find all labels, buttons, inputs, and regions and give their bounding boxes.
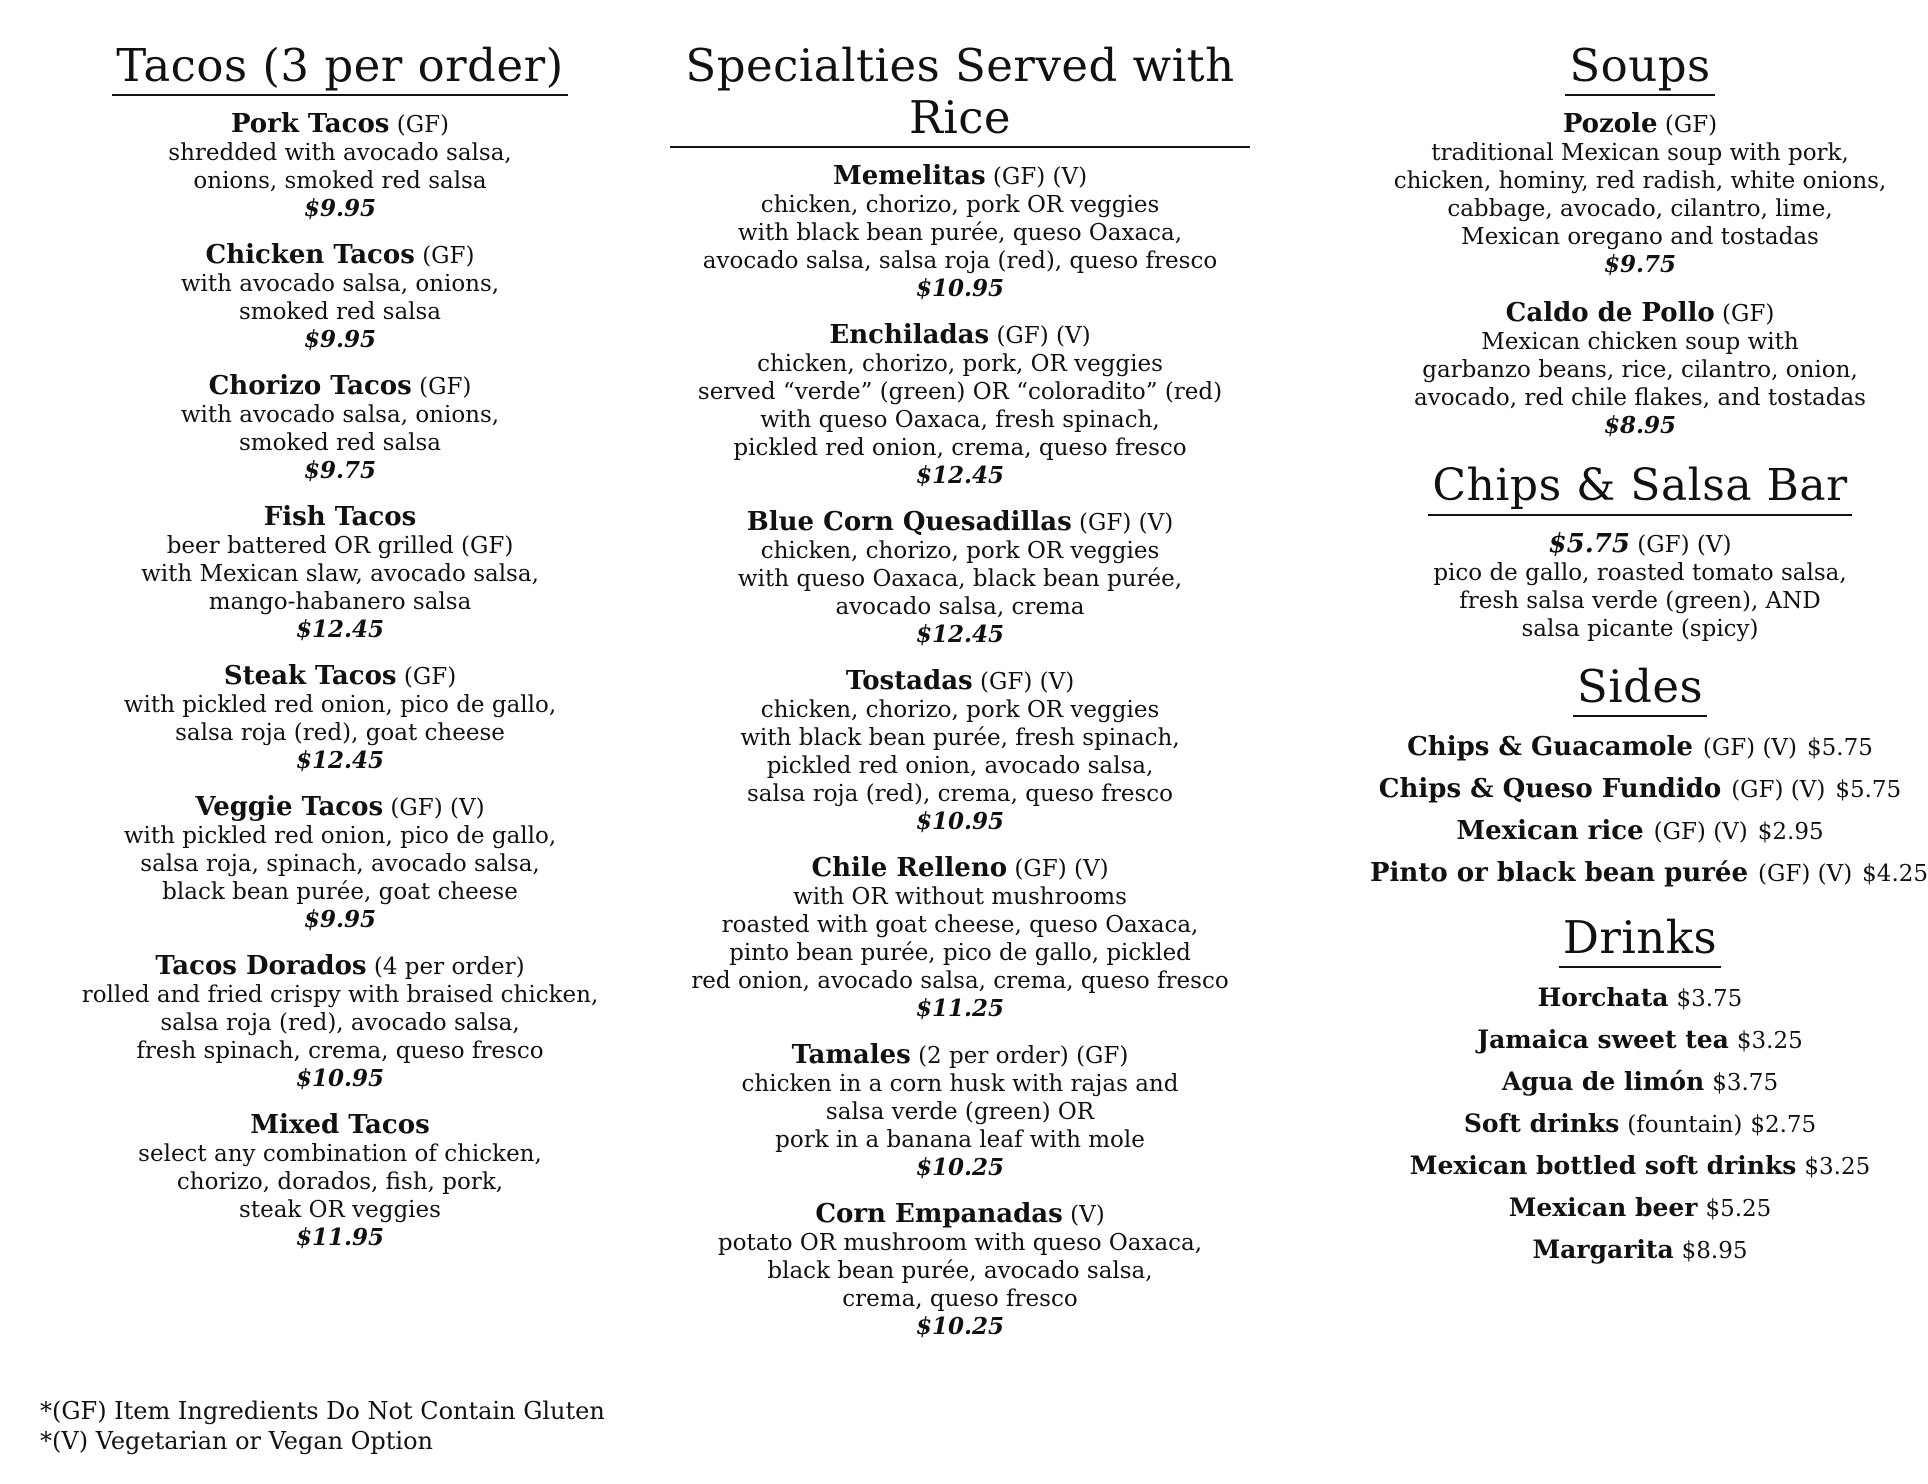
drink-price: $3.25 (1736, 1028, 1803, 1054)
item-desc-line: with OR without mushrooms (793, 884, 1127, 910)
item-desc-line: cabbage, avocado, cilantro, lime, (1447, 196, 1833, 222)
item-price: $9.75 (1603, 251, 1677, 278)
side-item (1370, 731, 1910, 764)
menu-item (40, 503, 640, 644)
menu-item (40, 241, 640, 354)
chips-salsa-bar-tags: (GF) (V) (1637, 532, 1732, 558)
drink-name: Margarita (1532, 1235, 1674, 1264)
menu-item (40, 793, 640, 934)
item-tags: (GF) (V) (390, 795, 485, 821)
footnotes (40, 1396, 605, 1456)
item-tags: (V) (1070, 1202, 1105, 1228)
drink-price: $3.25 (1804, 1154, 1871, 1180)
item-tags: (GF) (396, 112, 450, 138)
item-name: Tacos Dorados (155, 951, 367, 981)
item-desc-line: roasted with goat cheese, queso Oaxaca, (721, 912, 1199, 938)
item-price: $12.45 (295, 616, 385, 643)
tacos-list (40, 110, 640, 1252)
drink-price: $2.75 (1750, 1112, 1817, 1138)
item-name: Chicken Tacos (205, 240, 415, 270)
chips-salsa-bar-item (1370, 530, 1910, 643)
tacos-section (40, 40, 640, 1270)
item-desc-line: potato OR mushroom with queso Oaxaca, (717, 1230, 1203, 1256)
drinks-heading: Drinks (1559, 912, 1721, 968)
item-desc-line: avocado, red chile flakes, and tostadas (1414, 385, 1866, 411)
soups-list (1370, 110, 1910, 440)
item-name: Chile Relleno (811, 853, 1008, 883)
menu-item (1370, 299, 1910, 440)
drink-price: $3.75 (1712, 1070, 1779, 1096)
side-tags: (GF) (V) (1653, 819, 1748, 845)
item-tags: (GF) (419, 374, 472, 400)
item-desc-line: smoked red salsa (238, 299, 442, 325)
drink-price: $5.25 (1705, 1196, 1772, 1222)
item-desc-line: chicken, chorizo, pork OR veggies (760, 538, 1160, 564)
item-name: Pork Tacos (230, 109, 390, 139)
item-price: $9.75 (303, 457, 377, 484)
drink-price: $3.75 (1676, 986, 1743, 1012)
right-column (1370, 39, 1928, 1276)
item-desc-line: shredded with avocado salsa, (168, 140, 512, 166)
item-name: Caldo de Pollo (1505, 298, 1715, 328)
side-tags: (GF) (V) (1702, 735, 1798, 761)
item-desc-line: pickled red onion, crema, queso fresco (733, 435, 1187, 461)
item-desc-line: salsa roja (red), crema, queso fresco (747, 781, 1173, 807)
item-name: Chorizo Tacos (208, 371, 412, 401)
item-desc-line: pinto bean purée, pico de gallo, pickled (729, 940, 1191, 966)
menu-item (40, 662, 640, 775)
sides-section (1370, 660, 1928, 890)
drink-item (1370, 982, 1910, 1015)
item-desc-line: pickled red onion, avocado salsa, (766, 753, 1154, 779)
item-tags: (GF) (V) (992, 164, 1088, 190)
drink-item (1370, 1150, 1910, 1183)
item-desc-line: chicken, chorizo, pork OR veggies (760, 192, 1160, 218)
drink-name: Soft drinks (1463, 1109, 1620, 1138)
item-desc-line: with black bean purée, fresh spinach, (740, 725, 1180, 751)
item-desc-line: with black bean purée, queso Oaxaca, (737, 220, 1183, 246)
item-desc-line: chicken in a corn husk with rajas and (741, 1071, 1179, 1097)
item-desc-line: traditional Mexican soup with pork, (1431, 140, 1849, 166)
item-price: $11.95 (295, 1224, 385, 1251)
side-tags: (GF) (V) (1758, 861, 1853, 887)
item-desc-line: steak OR veggies (239, 1197, 441, 1223)
item-price: $9.95 (303, 906, 377, 933)
item-desc-line: salsa roja (red), avocado salsa, (160, 1010, 520, 1036)
drink-name: Agua de limón (1501, 1067, 1705, 1096)
item-tags: (GF) (V) (1014, 856, 1109, 882)
item-desc-line: smoked red salsa (238, 430, 442, 456)
specialties-heading: Specialties Served with Rice (670, 40, 1250, 148)
side-tags: (GF) (V) (1731, 777, 1826, 803)
item-desc-line: with avocado salsa, onions, (180, 402, 500, 428)
menu-item (670, 1200, 1250, 1341)
specialties-section (670, 40, 1250, 1359)
item-name: Blue Corn Quesadillas (746, 507, 1072, 537)
drink-item (1370, 1108, 1910, 1141)
item-desc-line: with pickled red onion, pico de gallo, (123, 823, 557, 849)
chips-salsa-bar-desc-line: fresh salsa verde (green), AND (1459, 588, 1821, 614)
item-price: $10.95 (915, 275, 1005, 302)
chips-salsa-bar-heading: Chips & Salsa Bar (1428, 460, 1851, 516)
soups-heading: Soups (1565, 40, 1714, 96)
item-name: Corn Empanadas (815, 1199, 1063, 1229)
item-price: $10.25 (915, 1313, 1005, 1340)
side-price: $5.75 (1835, 777, 1902, 803)
side-name: Mexican rice (1456, 816, 1644, 846)
item-price: $9.95 (303, 326, 377, 353)
item-desc-line: avocado salsa, salsa roja (red), queso fresco (702, 248, 1218, 274)
menu-item (670, 162, 1250, 303)
item-desc-line: mango-habanero salsa (208, 589, 472, 615)
item-desc-line: chicken, chorizo, pork, OR veggies (757, 351, 1163, 377)
item-name: Memelitas (832, 161, 986, 191)
drink-item (1370, 1024, 1910, 1057)
side-name: Chips & Guacamole (1407, 732, 1693, 762)
item-tags: (GF) (V) (980, 669, 1075, 695)
item-tags: (4 per order) (373, 954, 525, 980)
item-price: $12.45 (915, 462, 1005, 489)
item-desc-line: chicken, hominy, red radish, white onions, (1393, 168, 1887, 194)
item-desc-line: salsa roja, spinach, avocado salsa, (140, 851, 540, 877)
drink-price: $8.95 (1681, 1238, 1748, 1264)
item-price: $10.95 (915, 808, 1005, 835)
item-desc-line: onions, smoked red salsa (193, 168, 487, 194)
item-tags: (GF) (1722, 301, 1775, 327)
side-price: $5.75 (1807, 735, 1873, 761)
item-desc-line: chicken, chorizo, pork OR veggies (760, 697, 1160, 723)
chips-salsa-bar-desc-line: pico de gallo, roasted tomato salsa, (1433, 560, 1847, 586)
menu-item (670, 854, 1250, 1023)
chips-salsa-bar-desc-line: salsa picante (spicy) (1521, 616, 1759, 642)
item-price: $11.25 (915, 995, 1005, 1022)
menu-item (670, 508, 1250, 649)
item-desc-line: beer battered OR grilled (GF) (166, 533, 514, 559)
item-price: $8.95 (1603, 412, 1677, 439)
sides-heading: Sides (1573, 661, 1707, 717)
side-item (1370, 857, 1928, 890)
item-desc-line: select any combination of chicken, (138, 1141, 542, 1167)
item-desc-line: fresh spinach, crema, queso fresco (136, 1038, 544, 1064)
item-desc-line: with Mexican slaw, avocado salsa, (141, 561, 539, 587)
item-tags: (GF) (V) (1079, 510, 1174, 536)
drink-note: (fountain) (1627, 1112, 1743, 1138)
side-item (1370, 773, 1910, 806)
soups-section (1370, 40, 1910, 440)
item-name: Veggie Tacos (195, 792, 384, 822)
item-price: $9.95 (303, 195, 377, 222)
side-price: $4.25 (1862, 861, 1928, 887)
side-name: Chips & Queso Fundido (1378, 774, 1722, 804)
item-desc-line: rolled and fried crispy with braised chicken, (81, 982, 599, 1008)
drinks-section (1370, 912, 1910, 1267)
item-price: $10.25 (915, 1154, 1005, 1181)
item-desc-line: black bean purée, goat cheese (162, 879, 518, 905)
drink-item (1370, 1066, 1910, 1099)
drink-name: Mexican bottled soft drinks (1409, 1151, 1797, 1180)
specialties-list (670, 162, 1250, 1341)
item-desc-line: with queso Oaxaca, fresh spinach, (760, 407, 1160, 433)
item-desc-line: with pickled red onion, pico de gallo, (123, 692, 557, 718)
item-price: $12.45 (295, 747, 385, 774)
drink-item (1370, 1234, 1910, 1267)
side-price: $2.95 (1757, 819, 1824, 845)
menu-item (670, 667, 1250, 836)
item-desc-line: avocado salsa, crema (835, 594, 1085, 620)
side-name: Pinto or black bean purée (1370, 858, 1749, 888)
item-name: Tamales (791, 1040, 911, 1070)
item-tags: (GF) (1664, 112, 1718, 138)
item-desc-line: pork in a banana leaf with mole (775, 1127, 1145, 1153)
menu-item (1370, 110, 1910, 279)
item-price: $10.95 (295, 1065, 385, 1092)
sides-list (1370, 731, 1928, 890)
item-desc-line: salsa roja (red), goat cheese (175, 720, 505, 746)
footnote-gluten-free: *(GF) Item Ingredients Do Not Contain Gluten (40, 1397, 605, 1425)
item-desc-line: with avocado salsa, onions, (180, 271, 500, 297)
chips-salsa-bar-price: $5.75 (1548, 529, 1630, 559)
item-desc-line: with queso Oaxaca, black bean purée, (737, 566, 1183, 592)
item-desc-line: Mexican oregano and tostadas (1461, 224, 1819, 250)
item-desc-line: crema, queso fresco (842, 1286, 1078, 1312)
side-item (1370, 815, 1910, 848)
tacos-heading: Tacos (3 per order) (112, 40, 567, 96)
item-name: Tostadas (845, 666, 973, 696)
item-desc-line: chorizo, dorados, fish, pork, (176, 1169, 504, 1195)
item-desc-line: salsa verde (green) OR (825, 1099, 1095, 1125)
drink-item (1370, 1192, 1910, 1225)
item-desc-line: Mexican chicken soup with (1481, 329, 1799, 355)
drink-name: Jamaica sweet tea (1477, 1025, 1729, 1054)
item-name: Enchiladas (829, 320, 990, 350)
menu-item (670, 1041, 1250, 1182)
item-desc-line: garbanzo beans, rice, cilantro, onion, (1422, 357, 1858, 383)
menu-item (670, 321, 1250, 490)
item-name: Pozole (1562, 109, 1658, 139)
item-tags: (GF) (403, 664, 457, 690)
drink-name: Horchata (1537, 983, 1669, 1012)
item-desc-line: red onion, avocado salsa, crema, queso fresco (691, 968, 1229, 994)
item-tags: (GF) (V) (996, 323, 1091, 349)
item-tags: (2 per order) (GF) (918, 1043, 1129, 1069)
drink-name: Mexican beer (1508, 1193, 1698, 1222)
item-name: Steak Tacos (223, 661, 397, 691)
menu-item (40, 110, 640, 223)
item-desc-line: served “verde” (green) OR “coloradito” (red) (697, 379, 1223, 405)
item-desc-line: black bean purée, avocado salsa, (767, 1258, 1153, 1284)
menu-item (40, 372, 640, 485)
menu-item (40, 1111, 640, 1252)
item-price: $12.45 (915, 621, 1005, 648)
item-tags: (GF) (422, 243, 475, 269)
footnote-vegetarian: *(V) Vegetarian or Vegan Option (40, 1427, 433, 1455)
item-name: Fish Tacos (263, 502, 417, 532)
drinks-list (1370, 982, 1910, 1267)
chips-salsa-bar-section (1370, 460, 1910, 643)
item-name: Mixed Tacos (250, 1110, 430, 1140)
menu-item (40, 952, 640, 1093)
